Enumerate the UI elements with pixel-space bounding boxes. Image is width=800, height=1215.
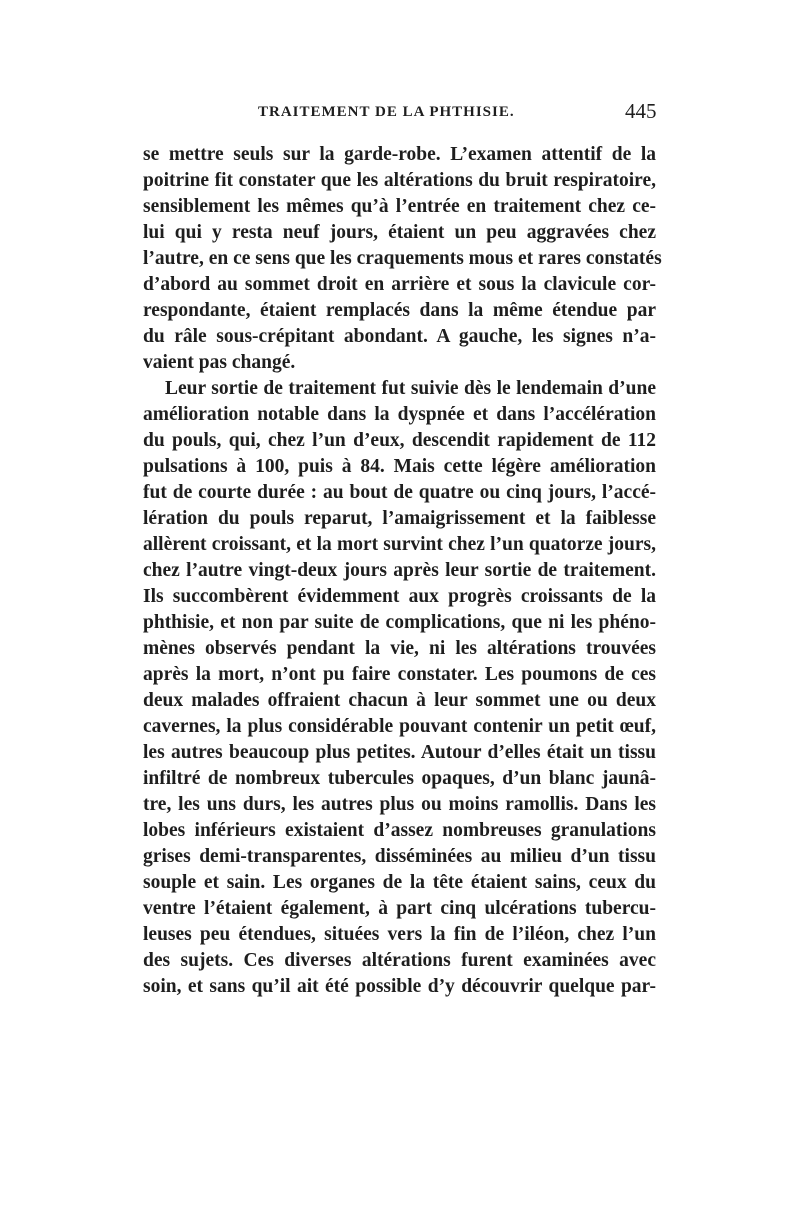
text-line: ventre l’étaient également, à part cinq ulcérations tubercu- <box>143 898 656 919</box>
text-line: respondante, étaient remplacés dans la même étendue par <box>143 300 656 321</box>
text-line: allèrent croissant, et la mort survint chez l’un quatorze jours, <box>143 534 656 555</box>
text-line: cavernes, la plus considérable pouvant contenir un petit œuf, <box>143 716 656 737</box>
text-line: Ils succombèrent évidemment aux progrès croissants de la <box>143 586 656 607</box>
text-line: des sujets. Ces diverses altérations furent examinées avec <box>143 950 656 971</box>
text-line: mènes observés pendant la vie, ni les altérations trouvées <box>143 638 656 659</box>
text-line: chez l’autre vingt-deux jours après leur sortie de traitement. <box>143 560 656 581</box>
text-line: d’abord au sommet droit en arrière et sous la clavicule cor- <box>143 274 656 295</box>
text-line: soin, et sans qu’il ait été possible d’y découvrir quelque par- <box>143 976 656 997</box>
text-line: Leur sortie de traitement fut suivie dès le lendemain d’une <box>165 378 656 399</box>
text-line: infiltré de nombreux tubercules opaques, d’un blanc jaunâ- <box>143 768 656 789</box>
text-line: pulsations à 100, puis à 84. Mais cette légère amélioration <box>143 456 656 477</box>
text-line: fut de courte durée : au bout de quatre ou cinq jours, l’accé- <box>143 482 656 503</box>
page-number: 445 <box>625 99 657 123</box>
text-line: souple et sain. Les organes de la tête étaient sains, ceux du <box>143 872 656 893</box>
text-line: les autres beaucoup plus petites. Autour d’elles était un tissu <box>143 742 656 763</box>
text-line: l’autre, en ce sens que les craquements mous et rares constatés <box>143 248 662 269</box>
text-line: du râle sous-crépitant abondant. A gauche, les signes n’a- <box>143 326 656 347</box>
text-line: se mettre seuls sur la garde-robe. L’examen attentif de la <box>143 144 656 165</box>
text-line: vaient pas changé. <box>143 352 296 373</box>
text-line: amélioration notable dans la dyspnée et dans l’accélération <box>143 404 656 425</box>
text-line: tre, les uns durs, les autres plus ou moins ramollis. Dans les <box>143 794 656 815</box>
running-title: TRAITEMENT DE LA PHTHISIE. <box>258 104 515 120</box>
text-line: après la mort, n’ont pu faire constater. Les poumons de ces <box>143 664 656 685</box>
text-line: leuses peu étendues, situées vers la fin de l’iléon, chez l’un <box>143 924 656 945</box>
text-line: grises demi-transparentes, disséminées au milieu d’un tissu <box>143 846 656 867</box>
text-line: poitrine fit constater que les altérations du bruit respiratoire, <box>143 170 656 191</box>
text-line: deux malades offraient chacun à leur sommet une ou deux <box>143 690 656 711</box>
text-line: phthisie, et non par suite de complications, que ni les phéno- <box>143 612 656 633</box>
text-line: sensiblement les mêmes qu’à l’entrée en traitement chez ce- <box>143 196 656 217</box>
text-line: du pouls, qui, chez l’un d’eux, descendit rapidement de 112 <box>143 430 656 451</box>
text-line: lération du pouls reparut, l’amaigrissement et la faiblesse <box>143 508 656 529</box>
text-line: lui qui y resta neuf jours, étaient un peu aggravées chez <box>143 222 656 243</box>
text-line: lobes inférieurs existaient d’assez nombreuses granulations <box>143 820 656 841</box>
